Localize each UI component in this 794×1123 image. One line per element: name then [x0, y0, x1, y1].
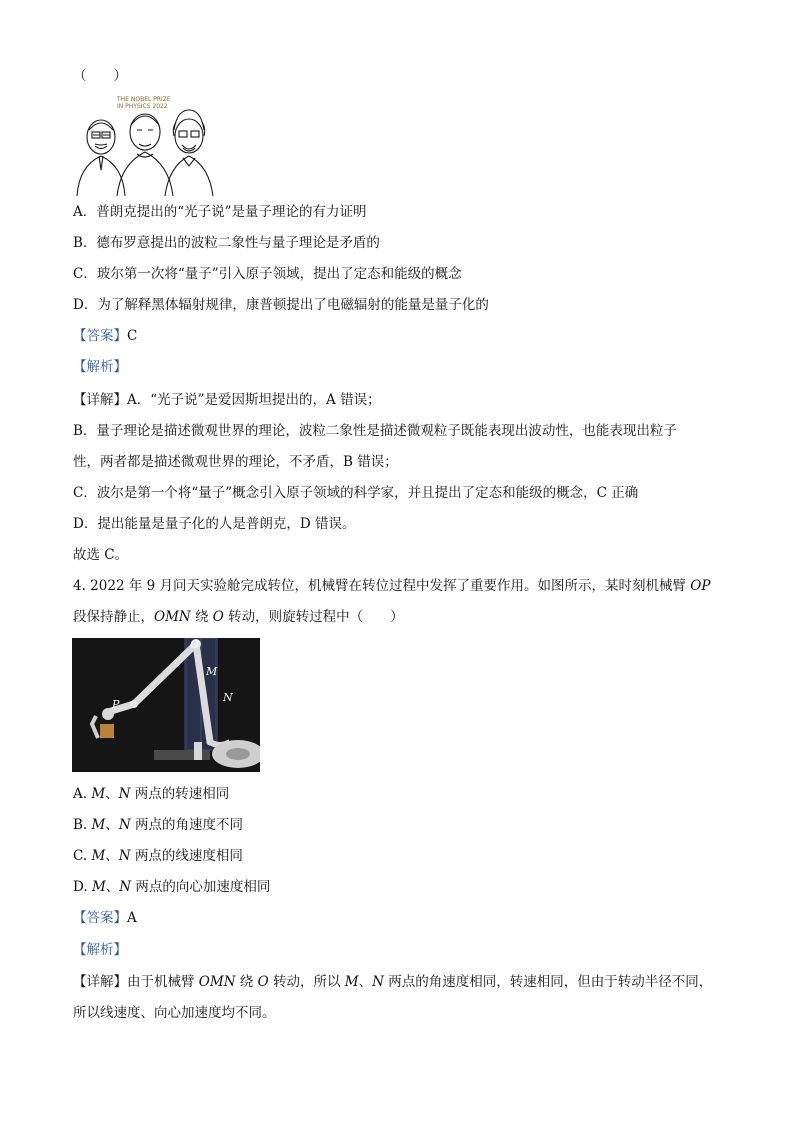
q3-analysis-tag: 【解析】 — [73, 359, 127, 375]
q4-option-c-sep: 、 — [105, 848, 119, 864]
q4-option-d-letter: D. — [73, 879, 92, 895]
q3-answer-value: C — [127, 328, 138, 344]
nobel-prize-illustration — [71, 92, 220, 196]
q4-detail-sep: 、 — [358, 974, 373, 990]
q4-option-a-letter: A. — [73, 786, 92, 802]
q4-stem-op: OP — [690, 578, 711, 594]
q3-stem-bracket: （ ） — [73, 68, 127, 84]
q4-option-a-n: N — [118, 786, 131, 802]
q4-option-a-text: 两点的转速相同 — [130, 786, 230, 802]
arm-label-m: M — [206, 665, 218, 678]
q4-option-c-text: 两点的线速度相同 — [130, 848, 243, 864]
q4-option-b-m: M — [91, 817, 106, 833]
robotic-arm-illustration — [72, 638, 260, 772]
q3-detail-a — [73, 390, 381, 410]
q4-option-d-m: M — [91, 879, 106, 895]
q4-option-c-letter: C. — [73, 848, 92, 864]
arm-label-n: N — [223, 691, 233, 704]
q4-detail-1e: 转动，所以 — [268, 974, 345, 990]
q4-option-d — [73, 877, 270, 897]
q3-answer-line — [73, 326, 137, 346]
q4-stem-o: O — [212, 609, 224, 625]
q4-option-d-text: 两点的向心加速度相同 — [131, 879, 271, 895]
q4-stem-text2a: 段保持静止， — [73, 609, 154, 625]
q4-option-d-n: N — [119, 879, 132, 895]
q4-stem-text2e: 转动，则旋转过程中（ ） — [223, 609, 404, 625]
q4-stem-text2c: 绕 — [190, 609, 213, 625]
q4-option-a — [73, 784, 229, 804]
q3-option-a: A．普朗克提出的“光子说”是量子理论的有力证明 — [73, 204, 367, 220]
q4-detail-1i: 两点的角速度相同，转速相同，但由于转动半径不同， — [383, 974, 713, 990]
q4-option-a-m: M — [91, 786, 106, 802]
q4-option-a-sep: 、 — [105, 786, 119, 802]
robotic-arm-photo — [72, 638, 260, 772]
q4-detail-omn: OMN — [198, 974, 236, 990]
q4-option-b-n: N — [118, 817, 131, 833]
q4-detail-m: M — [344, 974, 359, 990]
q3-option-d: D．为了解释黑体辐射规律，康普顿提出了电磁辐射的能量是量子化的 — [73, 297, 489, 313]
q3-detail-a-text: A．“光子说”是爱因斯坦提出的，A 错误； — [127, 392, 381, 408]
q4-option-c-m: M — [91, 848, 106, 864]
q4-option-b-text: 两点的角速度不同 — [130, 817, 243, 833]
q3-detail-tag: 【详解】 — [73, 392, 127, 408]
q4-detail-n: N — [372, 974, 384, 990]
q4-answer-tag: 【答案】 — [73, 910, 127, 926]
q4-detail-1c: 绕 — [235, 974, 258, 990]
laureate-portraits-sketch — [71, 92, 220, 196]
q4-option-b-letter: B. — [73, 817, 92, 833]
q3-detail-c: C．波尔是第一个将“量子”概念引入原子领域的科学家，并且提出了定态和能级的概念，C 正确 — [73, 485, 639, 501]
q4-option-d-sep: 、 — [105, 879, 120, 895]
q4-analysis-line — [73, 940, 127, 960]
q3-option-c: C．玻尔第一次将“量子”引入原子领域，提出了定态和能级的概念 — [73, 266, 462, 282]
q3-option-b: B．德布罗意提出的波粒二象性与量子理论是矛盾的 — [73, 235, 380, 251]
arm-label-p: P — [112, 698, 120, 711]
q3-detail-b2: 性，两者都是描述微观世界的理论，不矛盾，B 错误； — [73, 454, 398, 470]
q4-answer-line — [73, 908, 137, 928]
nobel-title-line2: IN PHYSICS 2022 — [117, 103, 168, 110]
q3-detail-d: D．提出能量是量子化的人是普朗克，D 错误。 — [73, 516, 356, 532]
arm-label-o: O — [190, 638, 200, 651]
q3-detail-b1: B．量子理论是描述微观世界的理论，波粒二象性是描述微观粒子既能表现出波动性，也能表现出粒子 — [73, 423, 677, 439]
q4-stem-line1 — [73, 576, 710, 596]
q3-conclusion: 故选 C。 — [73, 547, 129, 563]
q4-detail-1a: 由于机械臂 — [127, 974, 199, 990]
q4-option-c — [73, 846, 243, 866]
q3-answer-tag: 【答案】 — [73, 328, 127, 344]
q4-option-b-sep: 、 — [105, 817, 119, 833]
q4-stem-text: 4. 2022 年 9 月问天实验舱完成转位，机械臂在转位过程中发挥了重要作用。如图所示，某时刻机械臂 — [73, 578, 691, 594]
q4-option-b — [73, 815, 243, 835]
q4-answer-value: A — [127, 910, 137, 926]
q3-analysis-line — [73, 357, 127, 377]
q4-detail-line2: 所以线速度、向心加速度均不同。 — [73, 1005, 276, 1021]
nobel-title-line1: THE NOBEL PRIZE — [117, 96, 171, 103]
q4-analysis-tag: 【解析】 — [73, 942, 127, 958]
q4-detail-line1 — [73, 972, 712, 992]
q4-detail-tag: 【详解】 — [73, 974, 127, 990]
q4-stem-line2 — [73, 607, 404, 627]
q4-option-c-n: N — [118, 848, 131, 864]
q4-stem-omn: OMN — [154, 609, 191, 625]
q4-detail-o: O — [257, 974, 269, 990]
